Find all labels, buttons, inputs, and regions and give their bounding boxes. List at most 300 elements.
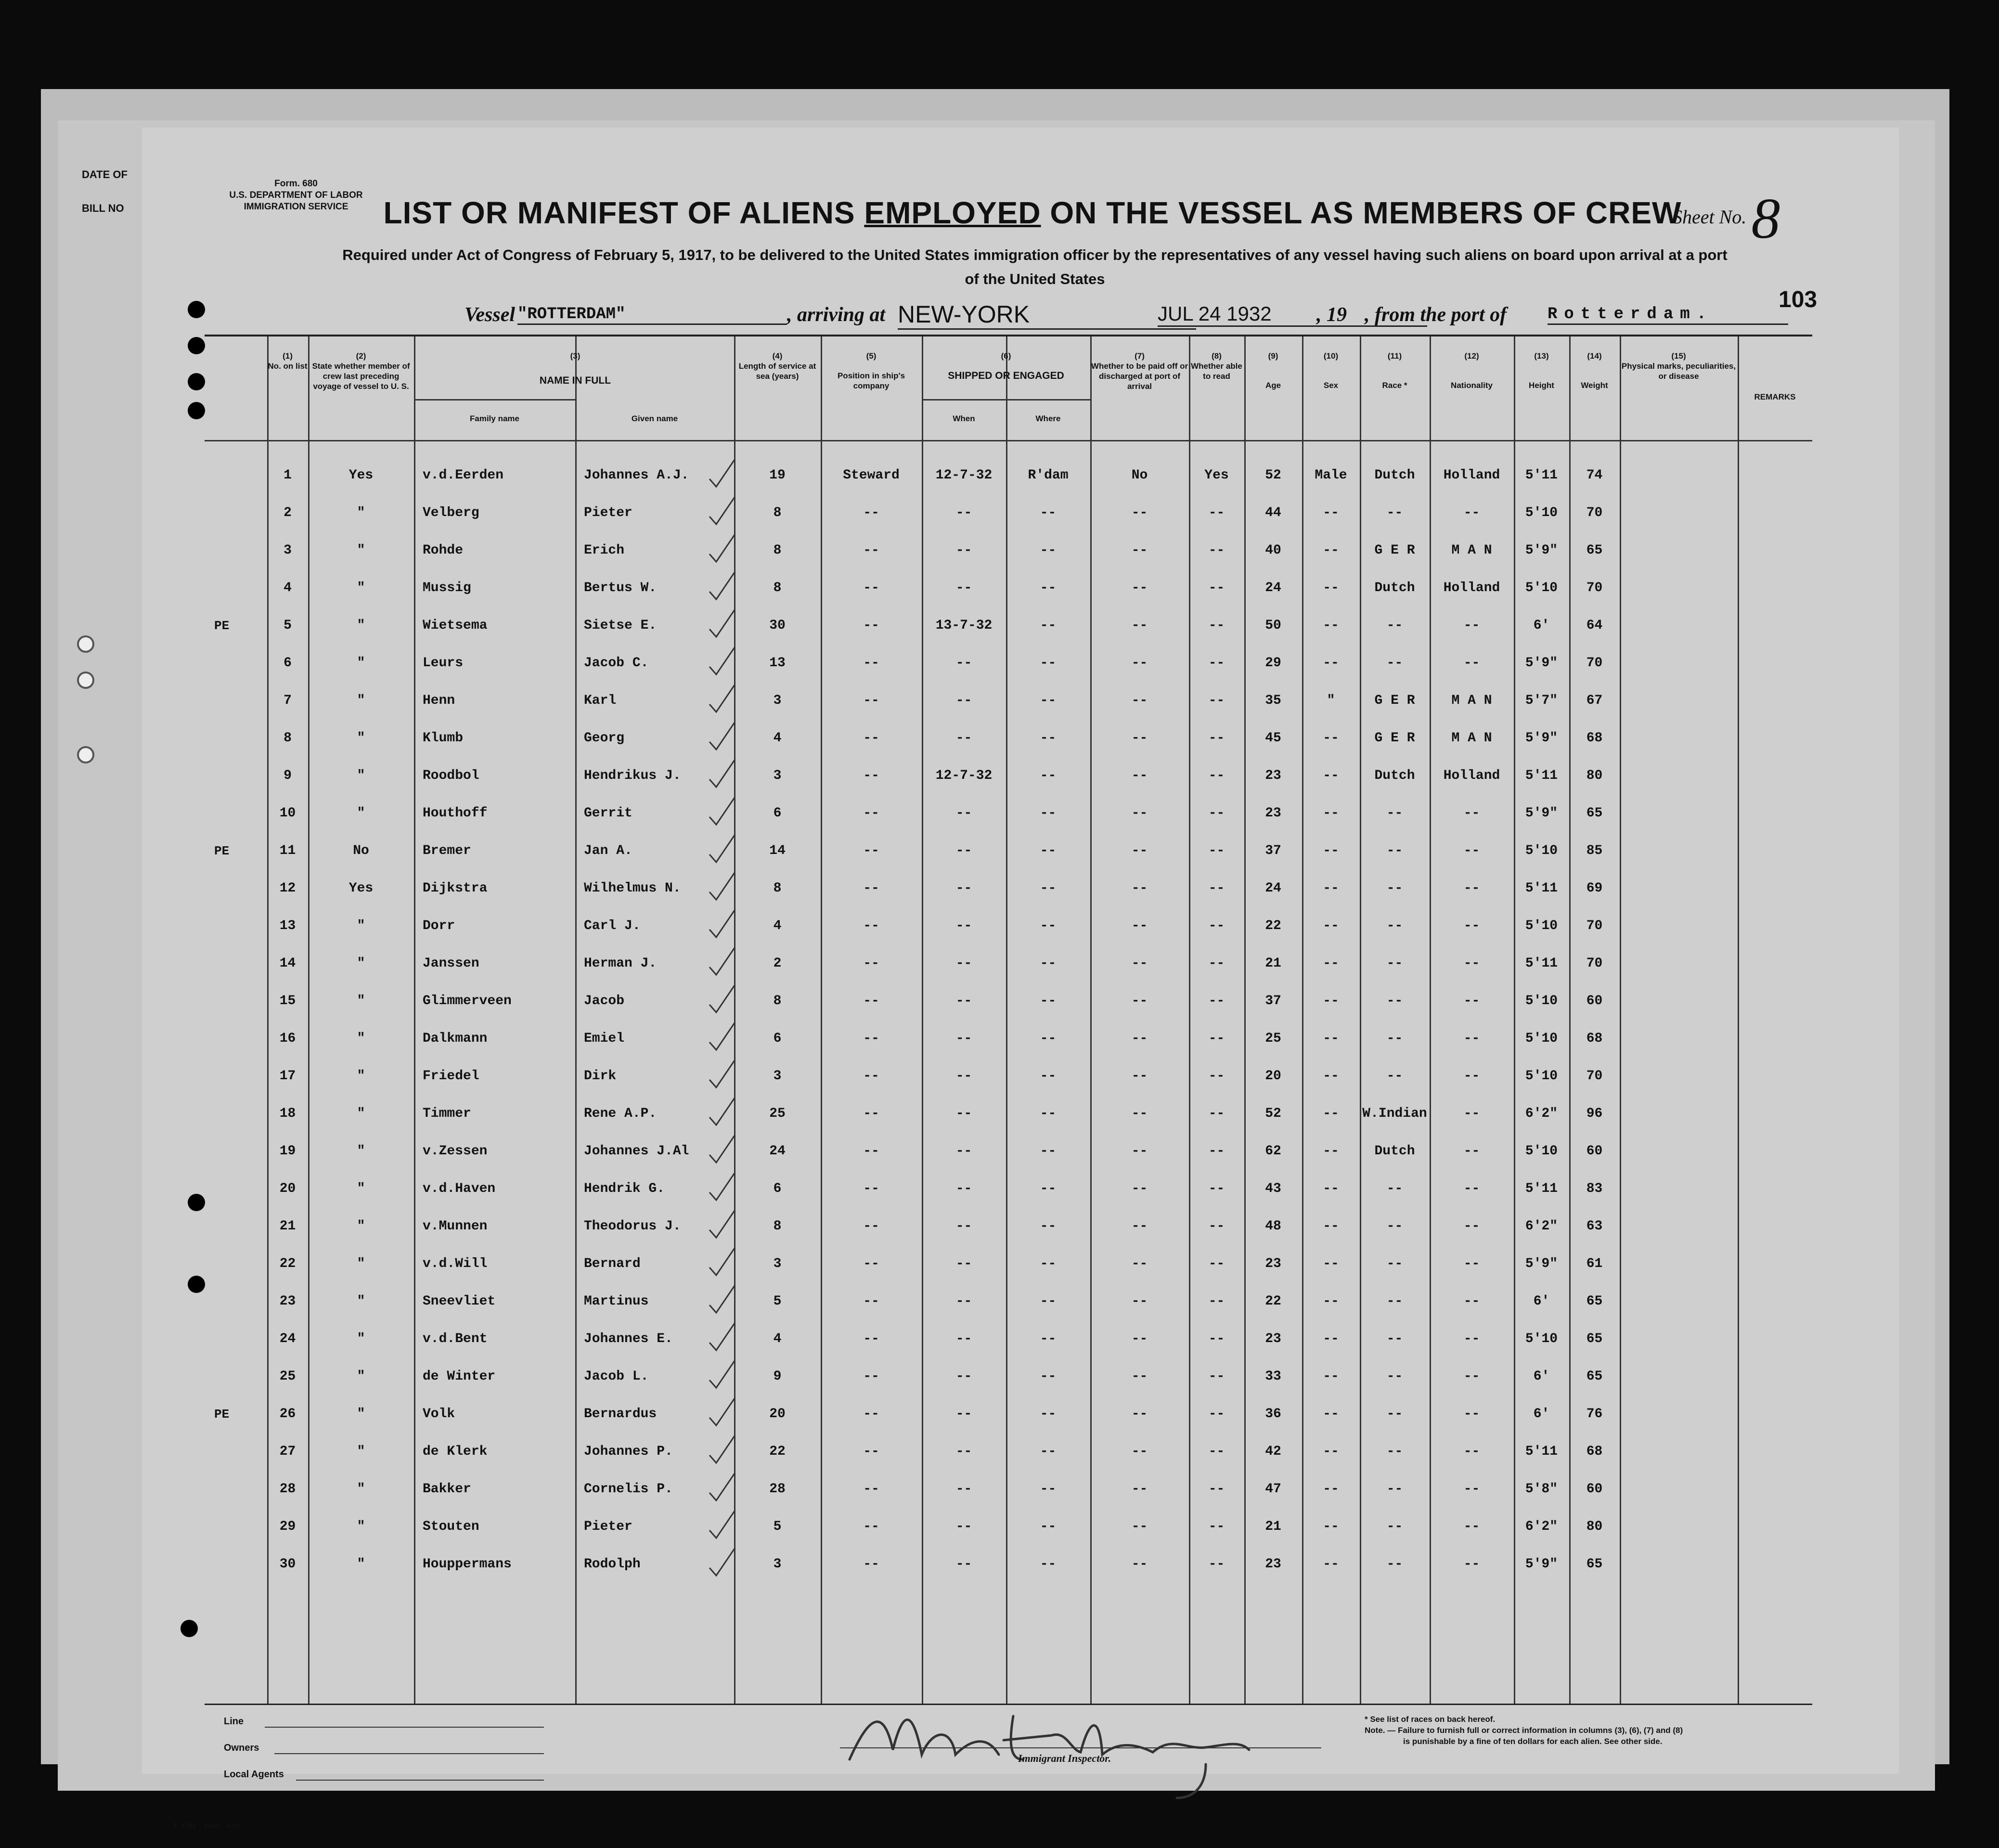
cell-height: 6'2"	[1525, 1519, 1558, 1534]
cell-where: --	[1040, 656, 1057, 671]
cell-race: Dutch	[1374, 1144, 1415, 1159]
cell-prev: Yes	[348, 881, 374, 896]
cell-race: --	[1386, 1256, 1403, 1271]
cell-sex: --	[1323, 543, 1339, 558]
cell-read: --	[1208, 1181, 1225, 1196]
cell-position: --	[863, 1407, 879, 1422]
cell-given: Johannes J.Al	[584, 1144, 689, 1159]
cell-nat: Holland	[1443, 468, 1500, 483]
cell-no: 11	[279, 843, 296, 858]
cell-age: 22	[1265, 1294, 1281, 1309]
cell-nat: --	[1463, 1557, 1480, 1572]
cell-no: 14	[279, 956, 296, 971]
arrival-date-stamp: JUL 24 1932	[1158, 302, 1427, 327]
cell-height: 5'10	[1525, 843, 1558, 858]
cell-paid: --	[1131, 731, 1148, 746]
cell-race: --	[1386, 1407, 1403, 1422]
check-mark-icon	[708, 1546, 736, 1583]
cell-prev: "	[357, 768, 365, 783]
cell-nat: --	[1463, 1482, 1480, 1497]
cell-nat: --	[1463, 1256, 1480, 1271]
binder-hole	[188, 1276, 205, 1293]
cell-read: --	[1208, 1144, 1225, 1159]
cell-height: 6'2"	[1525, 1106, 1558, 1121]
cell-paid: --	[1131, 1482, 1148, 1497]
header-bottom-rule	[205, 440, 1812, 441]
cell-height: 5'10	[1525, 1331, 1558, 1346]
cell-height: 5'9"	[1525, 656, 1558, 671]
cell-given: Karl	[584, 693, 617, 708]
cell-sex: --	[1323, 656, 1339, 671]
cell-service: 25	[769, 1106, 786, 1121]
cell-given: Erich	[584, 543, 625, 558]
cell-race: --	[1386, 1294, 1403, 1309]
cell-prev: "	[357, 994, 365, 1008]
cell-race: Dutch	[1374, 768, 1415, 783]
cell-no: 6	[284, 656, 292, 671]
cell-given: Pieter	[584, 505, 632, 520]
cell-given: Theodorus J.	[584, 1219, 681, 1234]
cell-service: 8	[773, 881, 782, 896]
cell-given: Dirk	[584, 1069, 617, 1084]
cell-no: 20	[279, 1181, 296, 1196]
cell-position: --	[863, 1519, 879, 1534]
table-row	[205, 1433, 1812, 1471]
cell-when: --	[955, 693, 972, 708]
cell-weight: 70	[1586, 918, 1603, 933]
cell-no: 13	[279, 918, 296, 933]
binder-hole	[188, 1194, 205, 1211]
cell-read: Yes	[1204, 468, 1229, 483]
cell-family: v.d.Eerden	[423, 468, 504, 483]
cell-given: Cornelis P.	[584, 1482, 673, 1497]
cell-position: --	[863, 956, 879, 971]
cell-nat: M A N	[1451, 693, 1492, 708]
cell-read: --	[1208, 1519, 1225, 1534]
header-age: (9) Age	[1265, 351, 1281, 390]
table-row	[205, 1283, 1812, 1320]
cell-age: 23	[1265, 806, 1281, 821]
cell-family: v.Zessen	[423, 1144, 488, 1159]
cell-prev: No	[353, 843, 369, 858]
cell-read: --	[1208, 918, 1225, 933]
print-code: T. 3752 - 5000 - 3-31.	[173, 1822, 243, 1830]
cell-when: --	[955, 918, 972, 933]
cell-read: --	[1208, 1444, 1225, 1459]
cell-race: --	[1386, 1331, 1403, 1346]
cell-position: --	[863, 543, 879, 558]
cell-paid: --	[1131, 1331, 1148, 1346]
arrival-port: NEW-YORK	[898, 300, 1196, 330]
cell-weight: 68	[1586, 1444, 1603, 1459]
cell-when: --	[955, 656, 972, 671]
header-when: When	[953, 414, 975, 423]
cell-nat: --	[1463, 843, 1480, 858]
check-mark-icon	[708, 1133, 736, 1170]
cell-where: --	[1040, 1482, 1057, 1497]
cell-family: Wietsema	[423, 618, 488, 633]
cell-paid: --	[1131, 618, 1148, 633]
cell-race: --	[1386, 806, 1403, 821]
cell-sex: --	[1323, 994, 1339, 1008]
cell-position: --	[863, 918, 879, 933]
cell-position: --	[863, 994, 879, 1008]
cell-race: --	[1386, 1444, 1403, 1459]
cell-paid: --	[1131, 806, 1148, 821]
bleed-text-date: DATE OF	[82, 168, 128, 181]
cell-where: --	[1040, 1181, 1057, 1196]
cell-given: Hendrikus J.	[584, 768, 681, 783]
cell-no: 25	[279, 1369, 296, 1384]
cell-given: Georg	[584, 731, 625, 746]
cell-age: 23	[1265, 1331, 1281, 1346]
cell-no: 3	[284, 543, 292, 558]
cell-sex: --	[1323, 505, 1339, 520]
cell-paid: --	[1131, 1369, 1148, 1384]
cell-read: --	[1208, 994, 1225, 1008]
cell-family: Friedel	[423, 1069, 479, 1084]
page-title	[383, 195, 1682, 231]
cell-no: 26	[279, 1407, 296, 1422]
agents-rule	[296, 1780, 544, 1781]
header-sex: (10) Sex	[1323, 351, 1339, 390]
cell-sex: --	[1323, 918, 1339, 933]
cell-weight: 60	[1586, 994, 1603, 1008]
cell-race: --	[1386, 1369, 1403, 1384]
table-row	[205, 907, 1812, 945]
cell-position: --	[863, 656, 879, 671]
check-mark-icon	[708, 1095, 736, 1133]
cell-sex: --	[1323, 581, 1339, 595]
cell-no: 27	[279, 1444, 296, 1459]
check-mark-icon	[708, 1508, 736, 1546]
check-mark-icon	[708, 645, 736, 682]
cell-nat: Holland	[1443, 768, 1500, 783]
cell-when: 12-7-32	[935, 768, 993, 783]
cell-family: Bakker	[423, 1482, 471, 1497]
cell-service: 9	[773, 1369, 782, 1384]
check-mark-icon	[708, 1245, 736, 1283]
cell-position: --	[863, 768, 879, 783]
cell-read: --	[1208, 806, 1225, 821]
cell-nat: --	[1463, 505, 1480, 520]
cell-height: 5'10	[1525, 1031, 1558, 1046]
cell-age: 52	[1265, 1106, 1281, 1121]
cell-given: Jan A.	[584, 843, 632, 858]
cell-when: --	[955, 1519, 972, 1534]
cell-read: --	[1208, 656, 1225, 671]
cell-no: 19	[279, 1144, 296, 1159]
inspector-label: Immigrant Inspector.	[1018, 1752, 1111, 1764]
cell-paid: --	[1131, 1106, 1148, 1121]
cell-family: Janssen	[423, 956, 479, 971]
cell-sex: --	[1323, 843, 1339, 858]
cell-service: 20	[769, 1407, 786, 1422]
sheet-number-value: 8	[1751, 186, 1780, 250]
cell-sex: --	[1323, 1369, 1339, 1384]
check-mark-icon	[708, 1283, 736, 1320]
cell-age: 24	[1265, 881, 1281, 896]
cell-sex: --	[1323, 1031, 1339, 1046]
cell-when: --	[955, 505, 972, 520]
cell-where: --	[1040, 843, 1057, 858]
cell-position: --	[863, 1219, 879, 1234]
cell-weight: 65	[1586, 1294, 1603, 1309]
cell-paid: --	[1131, 1256, 1148, 1271]
cell-no: 10	[279, 806, 296, 821]
cell-given: Johannes P.	[584, 1444, 673, 1459]
cell-given: Emiel	[584, 1031, 625, 1046]
cell-paid: --	[1131, 994, 1148, 1008]
cell-weight: 70	[1586, 581, 1603, 595]
cell-prev: "	[357, 918, 365, 933]
inspector-signature	[840, 1687, 1369, 1803]
cell-sex: --	[1323, 1181, 1339, 1196]
owners-rule	[274, 1753, 544, 1754]
cell-read: --	[1208, 1069, 1225, 1084]
cell-read: --	[1208, 881, 1225, 896]
cell-position: --	[863, 693, 879, 708]
table-row	[205, 1358, 1812, 1396]
cell-prev: "	[357, 1331, 365, 1346]
cell-weight: 76	[1586, 1407, 1603, 1422]
cell-weight: 65	[1586, 543, 1603, 558]
cell-family: Glimmerveen	[423, 994, 512, 1008]
cell-weight: 65	[1586, 1331, 1603, 1346]
cell-age: 44	[1265, 505, 1281, 520]
cell-no: 16	[279, 1031, 296, 1046]
cell-where: --	[1040, 1519, 1057, 1534]
cell-prev: "	[357, 693, 365, 708]
cell-nat: --	[1463, 1407, 1480, 1422]
legal-subtitle	[229, 243, 1841, 291]
subtitle-line-1: Required under Act of Congress of February 5, 1917, to be delivered to the United States immigration officer by the representatives of any vessel having such aliens on board upon arrival at a port	[342, 246, 1728, 263]
cell-race: --	[1386, 1482, 1403, 1497]
cell-prev: "	[357, 1219, 365, 1234]
cell-family: Dijkstra	[423, 881, 488, 896]
margin-note: PE	[214, 619, 230, 633]
cell-service: 8	[773, 1219, 782, 1234]
header-weight: (14) Weight	[1581, 351, 1608, 390]
cell-sex: --	[1323, 1106, 1339, 1121]
vessel-name: "ROTTERDAM"	[517, 305, 787, 325]
vessel-info-line	[286, 303, 1803, 332]
cell-height: 5'11	[1525, 1181, 1558, 1196]
cell-service: 6	[773, 1031, 782, 1046]
check-mark-icon	[708, 870, 736, 907]
cell-prev: "	[357, 543, 365, 558]
cell-sex: --	[1323, 806, 1339, 821]
cell-race: --	[1386, 956, 1403, 971]
cell-service: 8	[773, 581, 782, 595]
cell-where: --	[1040, 543, 1057, 558]
cell-given: Carl J.	[584, 918, 641, 933]
departure-port: Rotterdam.	[1548, 305, 1788, 325]
cell-when: --	[955, 1407, 972, 1422]
cell-nat: --	[1463, 1219, 1480, 1234]
cell-when: --	[955, 994, 972, 1008]
cell-when: --	[955, 1557, 972, 1572]
header-height: (13) Height	[1529, 351, 1554, 390]
service-name: IMMIGRATION SERVICE	[244, 202, 348, 212]
cell-where: --	[1040, 994, 1057, 1008]
cell-age: 23	[1265, 1557, 1281, 1572]
cell-position: --	[863, 1069, 879, 1084]
cell-height: 5'11	[1525, 1444, 1558, 1459]
footer-agents-label: Local Agents	[224, 1769, 284, 1780]
cell-height: 6'	[1533, 1407, 1550, 1422]
form-identifier	[205, 178, 387, 213]
cell-read: --	[1208, 1256, 1225, 1271]
cell-age: 21	[1265, 956, 1281, 971]
table-row	[205, 1320, 1812, 1358]
cell-height: 6'2"	[1525, 1219, 1558, 1234]
footnote	[1365, 1714, 1894, 1747]
cell-sex: --	[1323, 1407, 1339, 1422]
subtitle-line-2: of the United States	[965, 271, 1105, 287]
header-able-to-read: (8) Whether able to read	[1191, 351, 1242, 381]
cell-position: --	[863, 1482, 879, 1497]
cell-where: R'dam	[1028, 468, 1069, 483]
cell-when: --	[955, 1144, 972, 1159]
cell-race: --	[1386, 1069, 1403, 1084]
cell-no: 9	[284, 768, 292, 783]
cell-where: --	[1040, 956, 1057, 971]
cell-height: 5'11	[1525, 956, 1558, 971]
cell-given: Gerrit	[584, 806, 632, 821]
cell-service: 8	[773, 994, 782, 1008]
cell-no: 8	[284, 731, 292, 746]
binder-hole	[181, 1620, 198, 1637]
cell-given: Sietse E.	[584, 618, 657, 633]
cell-race: --	[1386, 994, 1403, 1008]
cell-service: 8	[773, 543, 782, 558]
cell-prev: "	[357, 956, 365, 971]
cell-age: 45	[1265, 731, 1281, 746]
cell-no: 29	[279, 1519, 296, 1534]
check-mark-icon	[708, 1208, 736, 1245]
cell-weight: 67	[1586, 693, 1603, 708]
cell-nat: --	[1463, 1519, 1480, 1534]
cell-family: de Winter	[423, 1369, 496, 1384]
footer-owners-label: Owners	[224, 1743, 259, 1753]
cell-read: --	[1208, 1482, 1225, 1497]
cell-position: Steward	[843, 468, 900, 483]
cell-service: 3	[773, 1557, 782, 1572]
cell-position: --	[863, 581, 879, 595]
cell-read: --	[1208, 1331, 1225, 1346]
cell-when: --	[955, 1106, 972, 1121]
header-no: (1) No. on list	[268, 351, 308, 371]
cell-family: Henn	[423, 693, 455, 708]
binder-hole	[188, 373, 205, 390]
check-mark-icon	[708, 457, 736, 494]
cell-prev: "	[357, 581, 365, 595]
binder-hole	[188, 337, 205, 354]
binder-hole	[77, 635, 94, 653]
binder-hole	[188, 301, 205, 318]
cell-position: --	[863, 618, 879, 633]
cell-service: 3	[773, 1256, 782, 1271]
cell-service: 6	[773, 1181, 782, 1196]
cell-race: --	[1386, 1519, 1403, 1534]
cell-height: 5'10	[1525, 994, 1558, 1008]
cell-where: --	[1040, 693, 1057, 708]
check-mark-icon	[708, 757, 736, 795]
cell-sex: --	[1323, 1557, 1339, 1572]
cell-position: --	[863, 1256, 879, 1271]
cell-weight: 96	[1586, 1106, 1603, 1121]
header-family-name: Family name	[470, 414, 519, 423]
cell-service: 6	[773, 806, 782, 821]
cell-read: --	[1208, 956, 1225, 971]
header-physical-marks: (15) Physical marks, peculiarities, or disease	[1621, 351, 1736, 381]
cell-no: 22	[279, 1256, 296, 1271]
check-mark-icon	[708, 682, 736, 720]
cell-given: Herman J.	[584, 956, 657, 971]
cell-height: 5'10	[1525, 581, 1558, 595]
cell-height: 5'11	[1525, 468, 1558, 483]
cell-race: --	[1386, 618, 1403, 633]
cell-where: --	[1040, 806, 1057, 821]
cell-weight: 61	[1586, 1256, 1603, 1271]
cell-height: 5'9"	[1525, 806, 1558, 821]
title-part-employed: EMPLOYED	[864, 195, 1041, 230]
footer-line-label: Line	[224, 1716, 244, 1727]
cell-service: 8	[773, 505, 782, 520]
cell-weight: 74	[1586, 468, 1603, 483]
cell-family: Dorr	[423, 918, 455, 933]
cell-position: --	[863, 1106, 879, 1121]
cell-race: --	[1386, 505, 1403, 520]
check-mark-icon	[708, 1170, 736, 1208]
footnote-races: * See list of races on back hereof.	[1365, 1715, 1496, 1724]
cell-paid: --	[1131, 656, 1148, 671]
from-port-label: , from the port of	[1365, 304, 1507, 326]
cell-service: 5	[773, 1294, 782, 1309]
cell-paid: --	[1131, 1519, 1148, 1534]
cell-nat: --	[1463, 1144, 1480, 1159]
table-row	[205, 1095, 1812, 1133]
cell-weight: 65	[1586, 1369, 1603, 1384]
stamped-page-number: 103	[1779, 287, 1818, 312]
cell-no: 1	[284, 468, 292, 483]
cell-position: --	[863, 731, 879, 746]
cell-no: 28	[279, 1482, 296, 1497]
cell-family: Roodbol	[423, 768, 479, 783]
cell-paid: No	[1131, 468, 1148, 483]
cell-given: Wilhelmus N.	[584, 881, 681, 896]
cell-height: 5'10	[1525, 918, 1558, 933]
cell-race: W.Indian	[1362, 1106, 1427, 1121]
check-mark-icon	[708, 569, 736, 607]
header-name: (3) NAME IN FULL	[539, 351, 611, 386]
inspector-rule	[840, 1747, 1321, 1748]
cell-when: --	[955, 806, 972, 821]
cell-read: --	[1208, 618, 1225, 633]
cell-when: --	[955, 731, 972, 746]
cell-weight: 85	[1586, 843, 1603, 858]
cell-height: 5'7"	[1525, 693, 1558, 708]
cell-race: Dutch	[1374, 581, 1415, 595]
table-row	[205, 1133, 1812, 1170]
cell-race: --	[1386, 656, 1403, 671]
shipped-subheader-rule	[922, 399, 1090, 401]
cell-service: 3	[773, 1069, 782, 1084]
cell-paid: --	[1131, 505, 1148, 520]
cell-weight: 60	[1586, 1144, 1603, 1159]
cell-prev: "	[357, 1557, 365, 1572]
